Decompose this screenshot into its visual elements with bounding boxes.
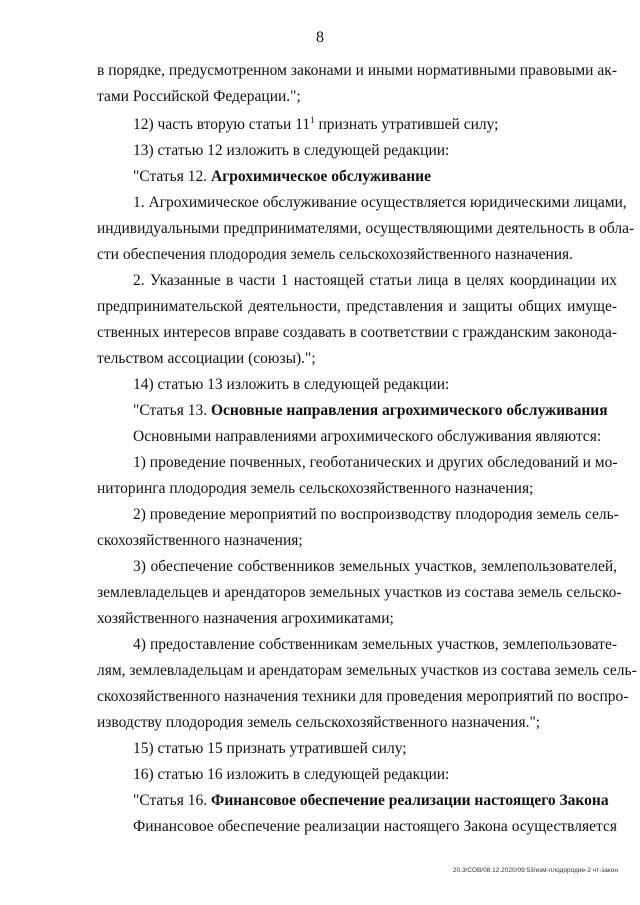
text-line: тельством ассоциации (союзы)."; (97, 350, 316, 367)
article-heading (133, 791, 617, 811)
text-line: 1. Агрохимическое обслуживание осуществляется юридическими лицами, (133, 194, 627, 211)
text-line: хозяйственного назначения агрохимикатами; (97, 610, 394, 627)
article-heading (133, 401, 617, 421)
text-line: землевладельцев и арендаторов земельных участков из состава земель сельско- (97, 584, 622, 601)
text-line: 16) статью 16 изложить в следующей редакции: (133, 766, 450, 783)
text-line: лям, землевладельцам и арендаторам земельных участков из состава земель сель- (97, 662, 637, 679)
article-number: "Статья 13. (133, 402, 211, 419)
text-line: 4) предоставление собственникам земельных участков, землепользовате- (133, 636, 617, 653)
article-heading (133, 167, 617, 187)
article-title: Агрохимическое обслуживание (211, 168, 431, 185)
text-line: ниторинга плодородия земель сельскохозяйственного назначения; (97, 480, 534, 497)
text-line: ственных интересов вправе создавать в соответствии с гражданским законода- (97, 324, 617, 341)
text-line: 2. Указанные в части 1 настоящей статьи лица в целях координации их (133, 272, 617, 289)
text-line: индивидуальными предпринимателями, осуществляющими деятельность в обла- (97, 220, 635, 237)
article-number: "Статья 12. (133, 168, 211, 185)
text-line: 15) статью 15 признать утратившей силу; (133, 740, 407, 757)
text-line (133, 115, 617, 135)
text-line: 1) проведение почвенных, геоботанических и других обследований и мо- (133, 454, 618, 471)
document-footer-code: 20.3/СОВ/08.12.2020/09:53/изм-плодородие-2 чт-закон (452, 867, 618, 874)
text-line: скохозяйственного назначения техники для проведения мероприятий по воспро- (97, 688, 629, 705)
text-line: тами Российской Федерации."; (97, 88, 301, 105)
superscript: 1 (310, 115, 315, 125)
text-line: скохозяйственного назначения; (97, 532, 303, 549)
page-number: 8 (316, 29, 324, 46)
text-line: в порядке, предусмотренном законами и иными нормативными правовыми ак- (97, 62, 617, 79)
text-line: 2) проведение мероприятий по воспроизводству плодородия земель сель- (133, 506, 619, 523)
article-title: Финансовое обеспечение реализации настоящего Закона (211, 792, 609, 809)
text-span: признать утратившей силу; (314, 116, 499, 133)
text-line: 13) статью 12 изложить в следующей редакции: (133, 142, 450, 159)
text-span: 12) часть вторую статьи 11 (133, 116, 311, 133)
text-line: 3) обеспечение собственников земельных участков, землепользователей, (133, 558, 617, 575)
article-number: "Статья 16. (133, 792, 211, 809)
article-title: Основные направления агрохимического обслуживания (211, 402, 608, 419)
text-line: 14) статью 13 изложить в следующей редакции: (133, 376, 450, 393)
text-line: сти обеспечения плодородия земель сельскохозяйственного назначения. (97, 246, 574, 263)
text-line: Основными направлениями агрохимического обслуживания являются: (133, 428, 602, 445)
text-line: Финансовое обеспечение реализации настоящего Закона осуществляется (133, 818, 617, 835)
text-line: изводству плодородия земель сельскохозяйственного назначения."; (97, 714, 541, 731)
text-line: предпринимательской деятельности, представления и защиты общих имуще- (97, 298, 617, 315)
